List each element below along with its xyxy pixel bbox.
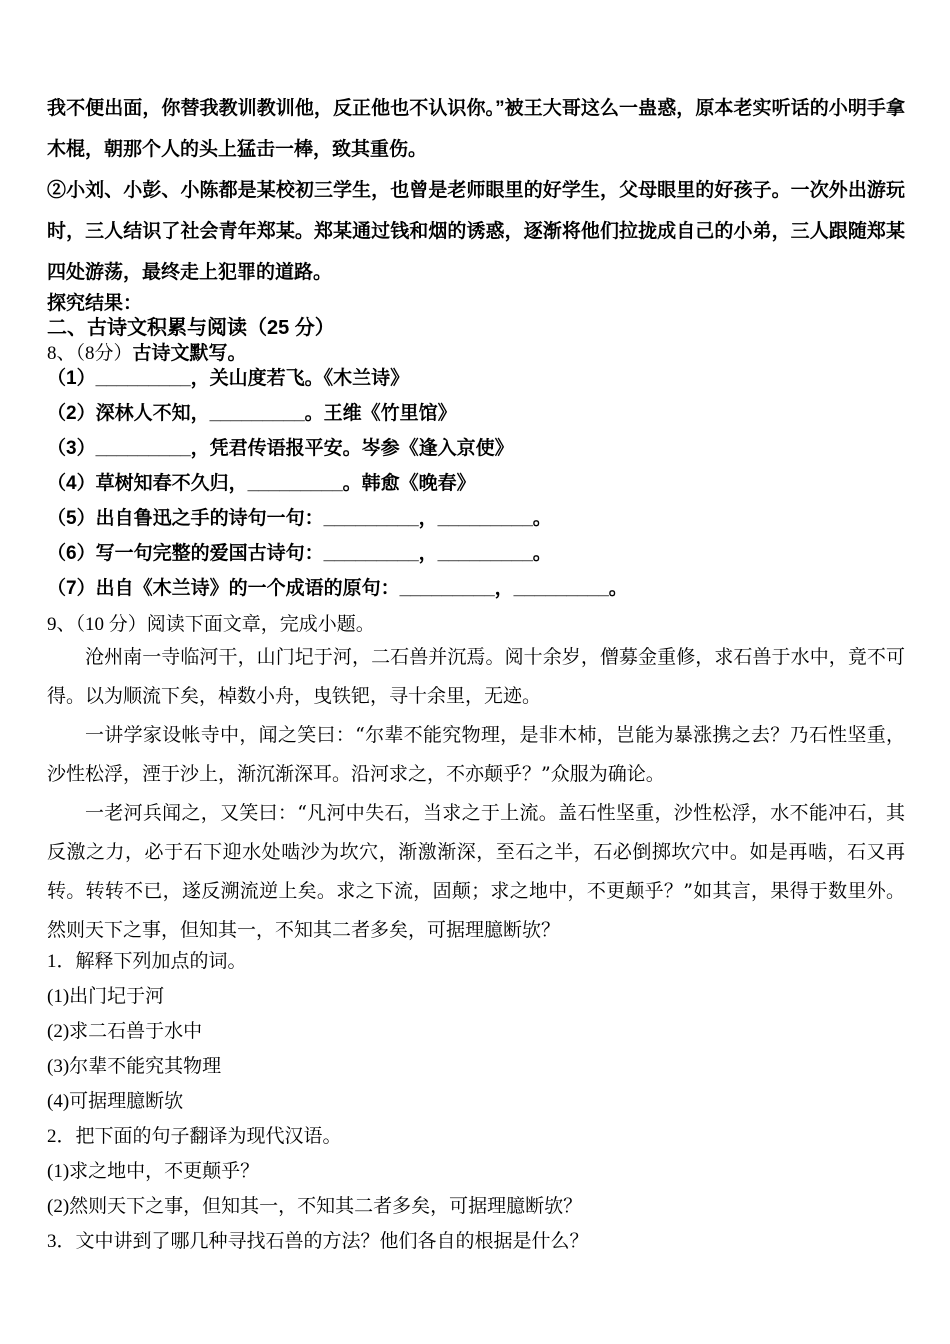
inquiry-result-label: 探究结果：	[47, 293, 143, 314]
q8-item-5: （5）出自鲁迅之手的诗句一句：_________，_________。	[47, 508, 552, 529]
passage-paragraph-1: 沧州南一寺临河干，山门圮于河，二石兽并沉焉。阅十余岁，僧募金重修，求石兽于水中，竟不可得。以为顺流下矣，棹数小舟，曳铁钯，寻十余里，无迹。	[47, 646, 905, 707]
case-paragraph-2: ②小刘、小彭、小陈都是某校初三学生，也曾是老师眼里的好学生，父母眼里的好孩子。一次外出游玩时，三人结识了社会青年郑某。郑某通过钱和烟的诱惑，逐渐将他们拉拢成自己的小弟，三人跟随郑某四处游荡，最终走上犯罪的道路。	[47, 180, 905, 283]
question-9-lead: 9、（10 分）阅读下面文章，完成小题。	[47, 614, 375, 635]
subq-1-item-3: (3)尔辈不能究其物理	[47, 1056, 222, 1077]
passage-paragraph-3: 一老河兵闻之，又笑曰：“凡河中失石，当求之于上流。盖石性坚重，沙性松浮，水不能冲石，其反激之力，必于石下迎水处啮沙为坎穴，渐激渐深，至石之半，石必倒掷坎穴中。如是再啮，石又再转。转转不已，遂反溯流逆上矣。求之下流，固颠；求之地中，不更颠乎？”如其言，果得于数里外。然则天下之事，但知其一，不知其二者多矣，可据理臆断欤？	[47, 802, 905, 941]
question-8-number: 8、（8分）	[47, 343, 133, 364]
case-paragraph-1: 我不便出面，你替我教训教训他，反正他也不认识你。”被王大哥这么一蛊惑，原本老实听话的小明手拿木棍，朝那个人的头上猛击一棒，致其重伤。	[47, 98, 905, 160]
section-2-header: 二、古诗文积累与阅读（25 分）	[47, 317, 335, 339]
q8-item-1: （1）_________，关山度若飞。《木兰诗》	[47, 368, 410, 389]
subq-2-item-2: (2)然则天下之事，但知其一，不知其二者多矣，可据理臆断欤？	[47, 1196, 583, 1217]
q8-item-7: （7）出自《木兰诗》的一个成语的原句：_________，_________。	[47, 578, 628, 599]
subq-1-item-2: (2)求二石兽于水中	[47, 1021, 203, 1042]
q8-item-2: （2）深林人不知，_________。王维《竹里馆》	[47, 403, 457, 424]
question-9-sub-questions	[47, 950, 905, 1254]
question-8-items	[47, 367, 905, 601]
question-8-lead	[47, 341, 905, 367]
reading-passage	[47, 638, 905, 950]
q8-item-4: （4）草树知春不久归，_________。韩愈《晚春》	[47, 473, 476, 494]
subq-1-item-4: (4)可据理臆断欤	[47, 1091, 184, 1112]
subq-2-title: 2．把下面的句子翻译为现代汉语。	[47, 1126, 342, 1147]
q8-item-6: （6）写一句完整的爱国古诗句：_________，_________。	[47, 543, 552, 564]
passage-paragraph-2: 一讲学家设帐寺中，闻之笑曰：“尔辈不能究物理，是非木杮，岂能为暴涨携之去？乃石性坚重，沙性松浮，湮于沙上，渐沉渐深耳。沿河求之，不亦颠乎？”众服为确论。	[47, 724, 905, 785]
subq-2-item-1: (1)求之地中，不更颠乎？	[47, 1161, 260, 1182]
subq-1-title: 1．解释下列加点的词。	[47, 951, 247, 972]
question-8-title: 古诗文默写。	[132, 343, 247, 364]
subq-1-item-1: (1)出门圮于河	[47, 986, 165, 1007]
q8-item-3: （3）_________，凭君传语报平安。岑参《逢入京使》	[47, 438, 514, 459]
subq-3-title: 3．文中讲到了哪几种寻找石兽的方法？他们各自的根据是什么？	[47, 1231, 589, 1252]
